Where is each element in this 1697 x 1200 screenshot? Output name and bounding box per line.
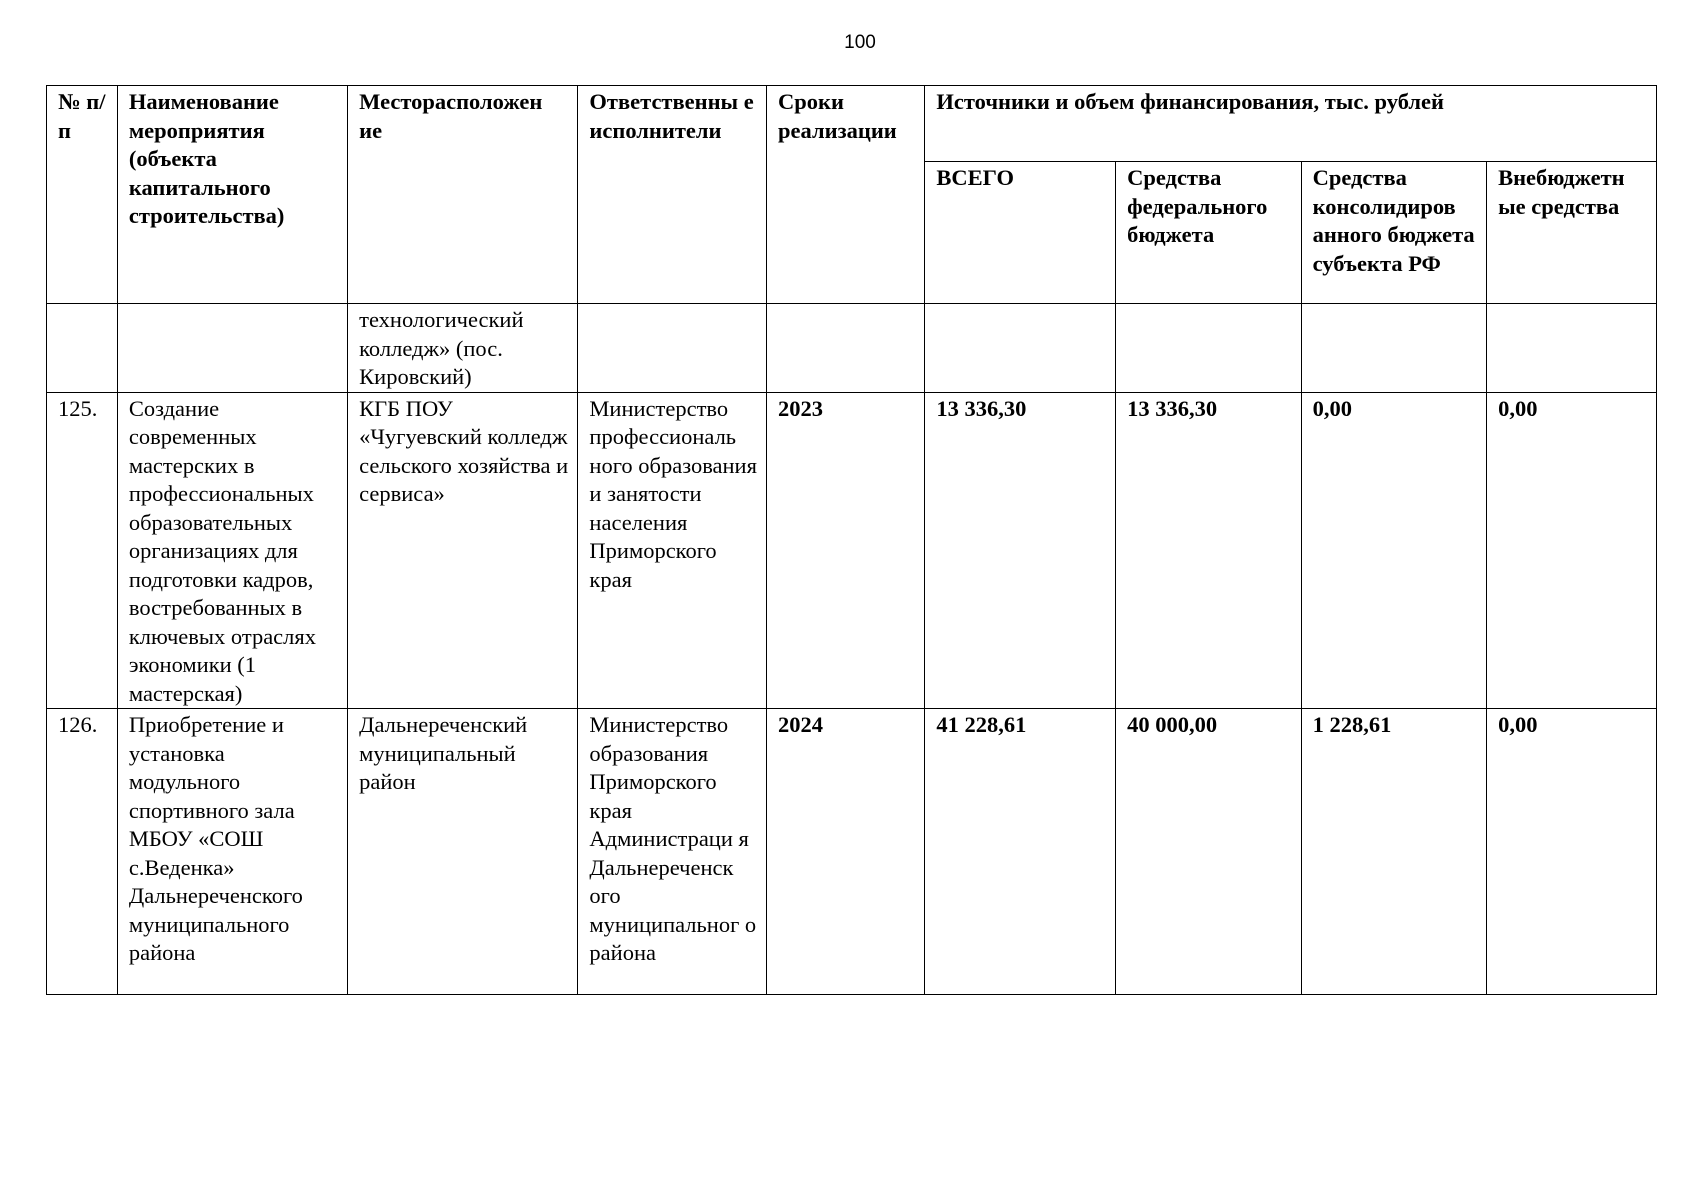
cell-federal: 13 336,30 <box>1116 392 1301 709</box>
table-cell <box>1487 304 1657 393</box>
cell-responsible: Министерство образования Приморского края Администраци я Дальнереченск ого муниципальног о района <box>578 709 767 995</box>
table-row <box>47 709 1657 995</box>
cell-name: Создание современных мастерских в профессиональных образовательных организациях для подготовки кадров, востребованных в ключевых отраслях экономики (1 мастерская) <box>117 392 347 709</box>
header-federal: Средства федерального бюджета <box>1116 162 1301 304</box>
table-cell <box>925 304 1116 393</box>
table-cell <box>1116 304 1301 393</box>
cell-total: 41 228,61 <box>925 709 1116 995</box>
header-extrabudgetary: Внебюджетн ые средства <box>1487 162 1657 304</box>
cell-num: 126. <box>47 709 118 995</box>
header-total: ВСЕГО <box>925 162 1116 304</box>
table-cell <box>578 304 767 393</box>
cell-terms: 2024 <box>767 709 925 995</box>
financing-table <box>46 85 1657 995</box>
cell-location: технологический колледж» (пос. Кировский) <box>348 304 578 393</box>
table-row-continuation <box>47 304 1657 393</box>
cell-extrabudgetary: 0,00 <box>1487 709 1657 995</box>
table-cell <box>767 304 925 393</box>
cell-extrabudgetary: 0,00 <box>1487 392 1657 709</box>
header-name: Наименование мероприятия (объекта капитального строительства) <box>117 86 347 304</box>
table-cell <box>117 304 347 393</box>
cell-total: 13 336,30 <box>925 392 1116 709</box>
cell-num: 125. <box>47 392 118 709</box>
table-cell <box>47 304 118 393</box>
cell-location: Дальнереченский муниципальный район <box>348 709 578 995</box>
cell-location: КГБ ПОУ «Чугуевский колледж сельского хозяйства и сервиса» <box>348 392 578 709</box>
header-location: Месторасположен ие <box>348 86 578 304</box>
cell-consolidated: 1 228,61 <box>1301 709 1486 995</box>
header-responsible: Ответственны е исполнители <box>578 86 767 304</box>
cell-terms: 2023 <box>767 392 925 709</box>
page-number: 100 <box>844 32 876 53</box>
cell-federal: 40 000,00 <box>1116 709 1301 995</box>
table-row <box>47 392 1657 709</box>
header-financing: Источники и объем финансирования, тыс. рублей <box>925 86 1657 162</box>
cell-name: Приобретение и установка модульного спортивного зала МБОУ «СОШ с.Веденка» Дальнереченского муниципального района <box>117 709 347 995</box>
header-consolidated: Средства консолидиров анного бюджета субъекта РФ <box>1301 162 1486 304</box>
header-terms: Сроки реализации <box>767 86 925 304</box>
header-row <box>47 86 1657 162</box>
header-num: № п/п <box>47 86 118 304</box>
cell-responsible: Министерство профессиональ ного образования и занятости населения Приморского края <box>578 392 767 709</box>
table-cell <box>1301 304 1486 393</box>
cell-consolidated: 0,00 <box>1301 392 1486 709</box>
